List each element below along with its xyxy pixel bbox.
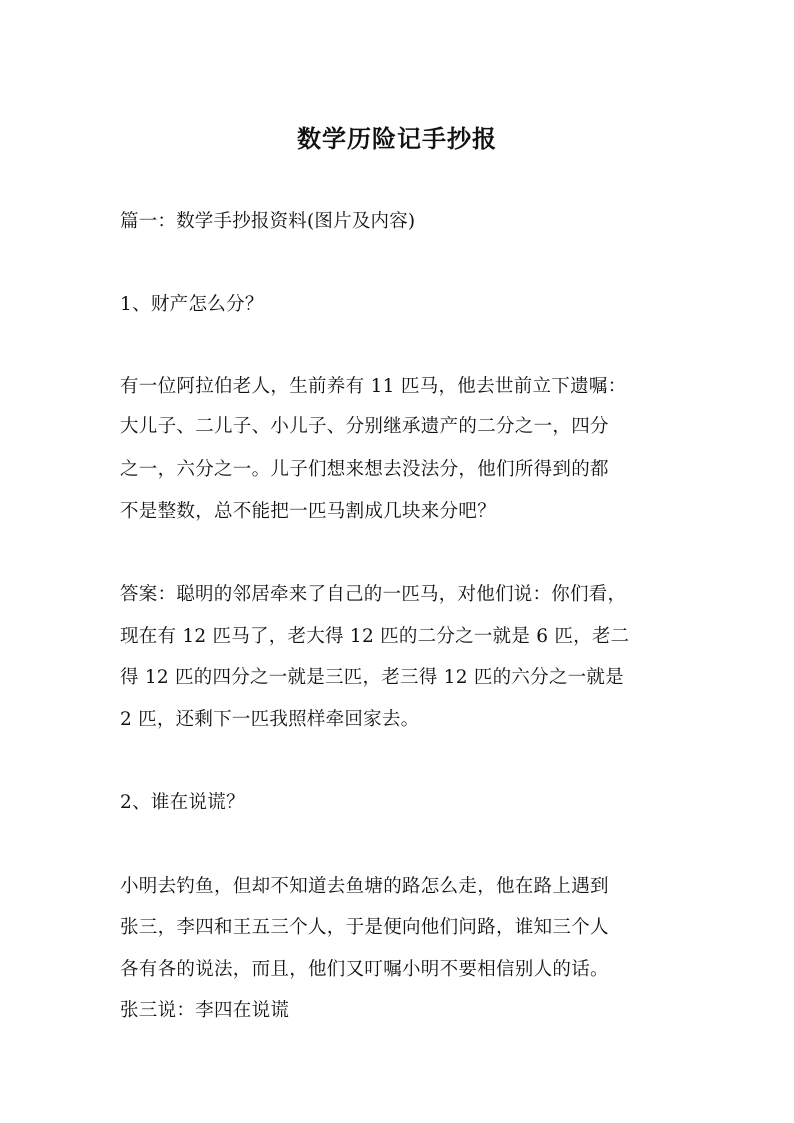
page-title: 数学历险记手抄报: [297, 125, 497, 154]
question-2-line-3: 各有各的说法，而且，他们又叮嘱小明不要相信别人的话。: [120, 959, 609, 980]
section-heading: 篇一：数学手抄报资料(图片及内容): [120, 211, 416, 232]
question-1-line-2: 大儿子、二儿子、小儿子、分别继承遗产的二分之一，四分: [120, 416, 609, 437]
question-1-answer-line-2: 现在有 12 匹马了，老大得 12 匹的二分之一就是 6 匹，老二: [120, 626, 630, 647]
question-2-line-4: 张三说：李四在说谎: [120, 1000, 290, 1021]
question-1-answer-line-1: 答案：聪明的邻居牵来了自己的一匹马，对他们说：你们看，: [120, 584, 627, 605]
question-1-line-1: 有一位阿拉伯老人，生前养有 11 匹马，他去世前立下遗嘱：: [120, 376, 627, 397]
question-1-answer-line-4: 2 匹，还剩下一匹我照样牵回家去。: [120, 709, 420, 730]
question-2-line-2: 张三，李四和王五三个人，于是便向他们问路，谁知三个人: [120, 917, 609, 938]
question-1-line-3: 之一，六分之一。儿子们想来想去没法分，他们所得到的都: [120, 459, 609, 480]
question-1-answer-line-3: 得 12 匹的四分之一就是三匹，老三得 12 匹的六分之一就是: [120, 667, 624, 688]
question-1-title: 1、财产怎么分？: [120, 294, 264, 315]
question-2-line-1: 小明去钓鱼，但却不知道去鱼塘的路怎么走，他在路上遇到: [120, 876, 609, 897]
question-1-line-4: 不是整数，总不能把一匹马割成几块来分吧？: [120, 501, 497, 522]
question-2-title: 2、谁在说谎？: [120, 792, 245, 813]
